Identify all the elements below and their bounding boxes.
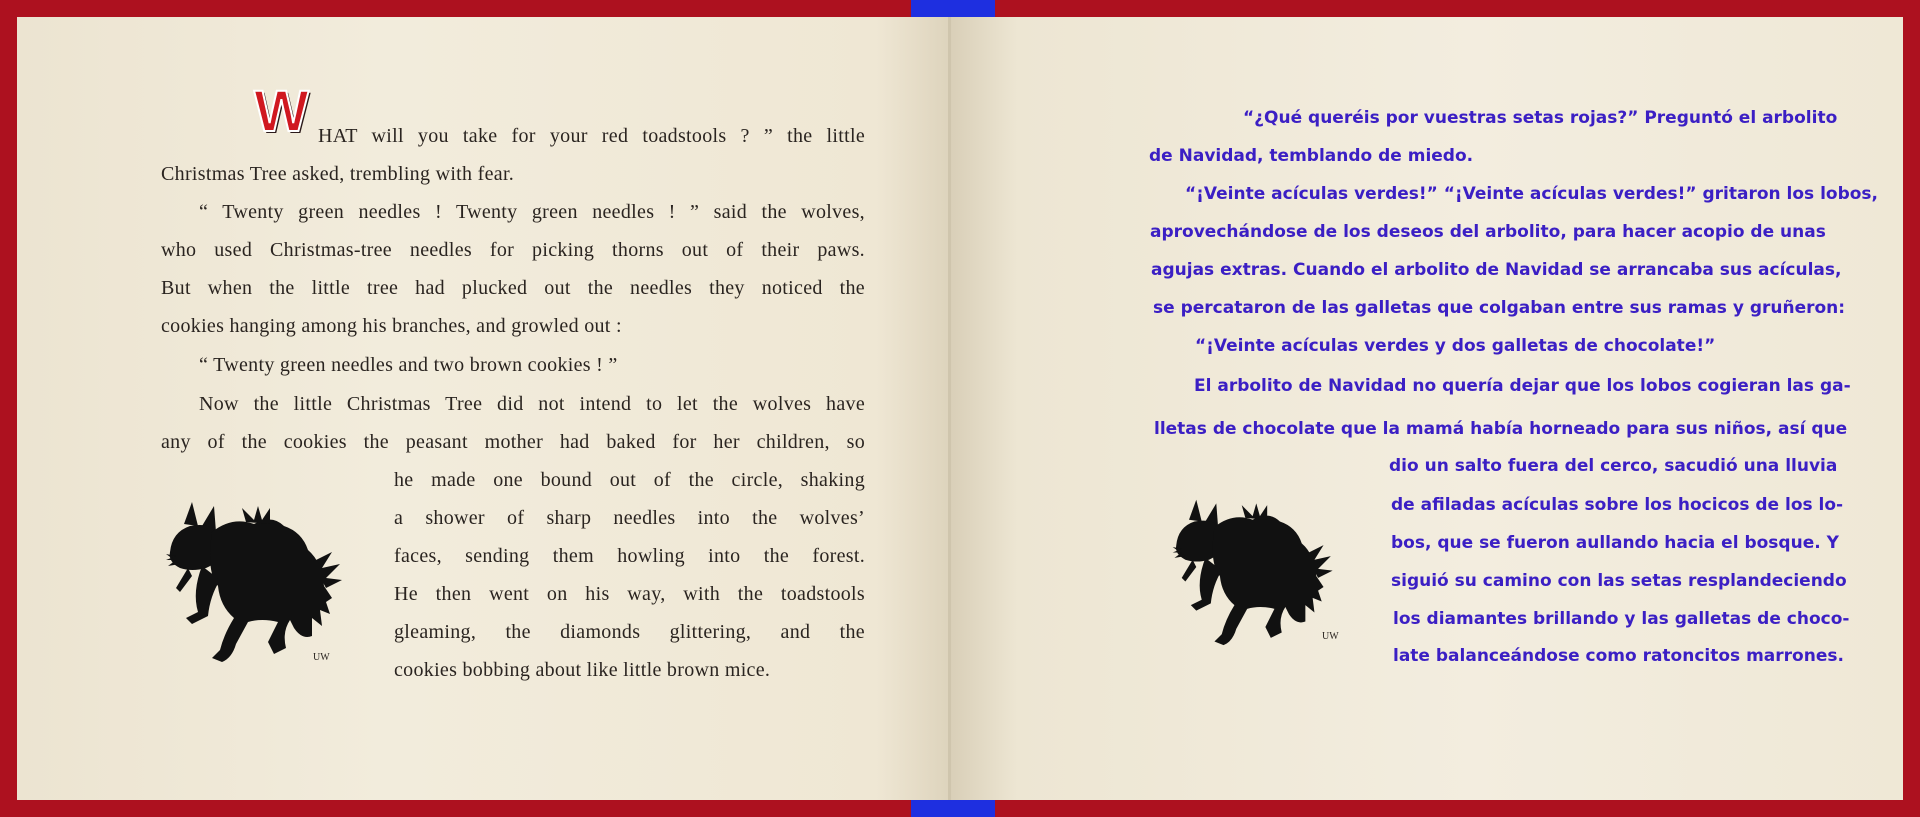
spanish-line: aprovechándose de los deseos del arbolito, para hacer acopio de unas bbox=[1150, 222, 1826, 242]
spanish-line: dio un salto fuera del cerco, sacudió una lluvia bbox=[1389, 456, 1838, 476]
wolf-illustration bbox=[1169, 497, 1369, 657]
english-line: “ Twenty green needles and two brown cookies ! ” bbox=[199, 354, 618, 376]
spanish-line: “¡Veinte acículas verdes!” “¡Veinte acículas verdes!” gritaron los lobos, bbox=[1185, 184, 1879, 204]
english-line: a shower of sharp needles into the wolves’ bbox=[394, 507, 865, 529]
english-line: “ Twenty green needles ! Twenty green needles ! ” said the wolves, bbox=[199, 201, 865, 223]
spanish-line: siguió su camino con las setas resplandeciendo bbox=[1391, 571, 1847, 591]
english-line: Now the little Christmas Tree did not intend to let the wolves have bbox=[199, 393, 865, 415]
spanish-page bbox=[951, 17, 1903, 800]
spanish-line: lletas de chocolate que la mamá había horneado para sus niños, así que bbox=[1154, 419, 1848, 439]
illustrator-signature: UW bbox=[313, 652, 330, 663]
spanish-line: El arbolito de Navidad no quería dejar que los lobos cogieran las ga- bbox=[1194, 376, 1851, 396]
spanish-line: los diamantes brillando y las galletas de choco- bbox=[1393, 609, 1850, 629]
illustrator-signature: UW bbox=[1322, 631, 1339, 642]
spanish-line: “¿Qué queréis por vuestras setas rojas?” Preguntó el arbolito bbox=[1243, 108, 1838, 128]
english-page bbox=[17, 17, 951, 800]
english-line: Christmas Tree asked, trembling with fear. bbox=[161, 163, 515, 185]
english-line: any of the cookies the peasant mother had baked for her children, so bbox=[161, 431, 865, 453]
english-line: gleaming, the diamonds glittering, and the bbox=[394, 621, 865, 643]
english-line: he made one bound out of the circle, shaking bbox=[394, 469, 865, 491]
english-line: faces, sending them howling into the forest. bbox=[394, 545, 865, 567]
spanish-line: de Navidad, temblando de miedo. bbox=[1149, 146, 1474, 166]
english-line: He then went on his way, with the toadstools bbox=[394, 583, 865, 605]
bottom-bookmark-tab bbox=[911, 800, 995, 817]
spanish-line: “¡Veinte acículas verdes y dos galletas de chocolate!” bbox=[1195, 336, 1716, 356]
english-line: who used Christmas-tree needles for picking thorns out of their paws. bbox=[161, 239, 865, 261]
drop-cap-letter: W bbox=[254, 79, 309, 144]
wolf-illustration bbox=[162, 502, 382, 672]
english-line: HAT will you take for your red toadstools ? ” the little bbox=[318, 125, 865, 147]
spanish-line: de afiladas acículas sobre los hocicos de los lo- bbox=[1391, 495, 1844, 515]
english-line: cookies hanging among his branches, and growled out : bbox=[161, 315, 622, 337]
spanish-line: se percataron de las galletas que colgaban entre sus ramas y gruñeron: bbox=[1153, 298, 1846, 318]
english-line: But when the little tree had plucked out the needles they noticed the bbox=[161, 277, 865, 299]
english-line: cookies bobbing about like little brown mice. bbox=[394, 659, 771, 681]
top-bookmark-tab bbox=[911, 0, 995, 17]
spanish-line: bos, que se fueron aullando hacia el bosque. Y bbox=[1391, 533, 1839, 553]
spanish-line: late balanceándose como ratoncitos marrones. bbox=[1393, 646, 1844, 666]
spanish-line: agujas extras. Cuando el arbolito de Navidad se arrancaba sus acículas, bbox=[1151, 260, 1842, 280]
